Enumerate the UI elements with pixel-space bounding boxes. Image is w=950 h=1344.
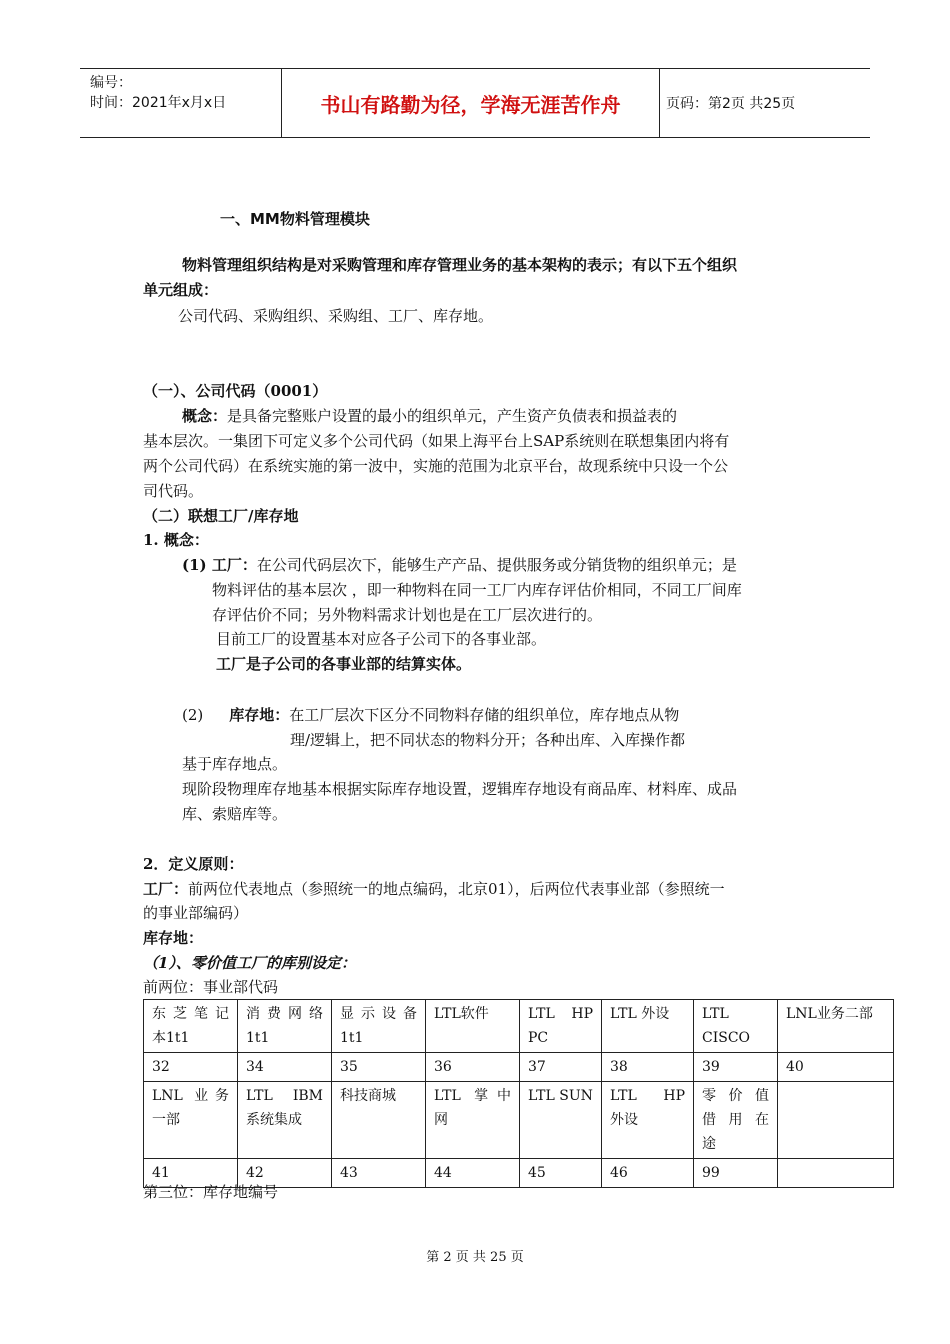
section1-line-3: 两个公司代码）在系统实施的第一波中，实施的范围为北京平台，故现系统中只设一个公 (143, 457, 729, 475)
factory-line-3: 存评估价不同；另外物料需求计划也是在工厂层次进行的。 (212, 606, 603, 624)
header-motto: 书山有路勤为径，学海无涯苦作舟 (281, 69, 660, 137)
intro-line-1: 物料管理组织结构是对采购管理和库存管理业务的基本架构的表示；有以下五个组织 (182, 256, 738, 274)
table-cell: LTL IBM 系统集成 (238, 1082, 332, 1159)
table-cell: LTL 外设 (602, 1000, 694, 1053)
time-label: 时间：2021年x月x日 (90, 95, 227, 111)
storage-number: (2) (182, 706, 204, 724)
table-cell: 37 (520, 1053, 602, 1082)
principle-factory-line-2: 的事业部编码） (143, 904, 249, 922)
table-cell: LTL 掌中 网 (426, 1082, 520, 1159)
section1-line-1: 概念：是具备完整账户设置的最小的组织单元，产生资产负债表和损益表的 (182, 407, 678, 425)
intro-line-2: 单元组成： (143, 281, 219, 299)
table-cell: 45 (520, 1159, 602, 1188)
factory-line-1: (1) 工厂：在公司代码层次下，能够生产产品、提供服务或分销货物的组织单元；是 (182, 556, 737, 574)
storage-label: 库存地： (229, 706, 290, 724)
table-cell (778, 1159, 894, 1188)
factory-line-5: 工厂是子公司的各事业部的结算实体。 (216, 655, 472, 673)
table-cell: 35 (332, 1053, 426, 1082)
storage-line-4: 现阶段物理库存地基本根据实际库存地设置，逻辑库存地设有商品库、材料库、成品 (182, 780, 738, 798)
page-header (80, 68, 870, 138)
table-cell: 40 (778, 1053, 894, 1082)
principle-factory-line-1: 工厂：前两位代表地点（参照统一的地点编码，北京01），后两位代表事业部（参照统一 (143, 880, 725, 898)
table-cell: 39 (694, 1053, 778, 1082)
table-cell: 46 (602, 1159, 694, 1188)
table-cell: 显示设备 1t1 (332, 1000, 426, 1053)
concept-label: 概念： (182, 407, 228, 425)
section1-line-4: 司代码。 (143, 482, 204, 500)
header-meta (90, 73, 280, 113)
table-row (144, 1000, 894, 1053)
section2-heading: （二）联想工厂/库存地 (143, 507, 299, 525)
principle-factory-label: 工厂： (143, 880, 189, 898)
table-cell: 消费网络 1t1 (238, 1000, 332, 1053)
table-cell: 零价值 借用在 途 (694, 1082, 778, 1159)
storage-line-1: (2) 库存地：在工厂层次下区分不同物料存储的组织单位，库存地点从物 (182, 706, 680, 724)
table-cell: 99 (694, 1159, 778, 1188)
table-cell: 34 (238, 1053, 332, 1082)
factory-label: (1) 工厂： (182, 556, 257, 574)
section-title: 一、MM物料管理模块 (220, 210, 370, 228)
table-cell (778, 1082, 894, 1159)
table-cell: 38 (602, 1053, 694, 1082)
table-cell: 32 (144, 1053, 238, 1082)
third-digit-note: 第三位：库存地编号 (143, 1183, 279, 1201)
page-footer: 第 2 页 共 25 页 (426, 1250, 524, 1265)
section1-heading: （一）、公司代码（0001） (143, 382, 328, 400)
table-row (144, 1053, 894, 1082)
concept-heading: 1. 概念： (143, 531, 209, 549)
table-row (144, 1082, 894, 1159)
table-cell: LTL HP 外设 (602, 1082, 694, 1159)
table-cell: LNL业务二部 (778, 1000, 894, 1053)
table-cell: 科技商城 (332, 1082, 426, 1159)
storage-line-3: 基于库存地点。 (182, 755, 288, 773)
table-cell: 41 (144, 1159, 238, 1188)
table-cell: LNL 业务 一部 (144, 1082, 238, 1159)
number-label: 编号： (90, 75, 132, 91)
factory-line-2: 物料评估的基本层次 ，即一种物料在同一工厂内库存评估价相同，不同工厂间库 (212, 581, 742, 599)
storage-line-5: 库、索赔库等。 (182, 805, 288, 823)
table-cell: 43 (332, 1159, 426, 1188)
principle-storage-label: 库存地： (143, 929, 204, 947)
table-cell: 44 (426, 1159, 520, 1188)
table-cell: LTL CISCO (694, 1000, 778, 1053)
storage-code-table (143, 999, 894, 1188)
section1-line-2: 基本层次。一集团下可定义多个公司代码（如果上海平台上SAP系统则在联想集团内将有 (143, 432, 730, 450)
zero-value-subheading: （1）、零价值工厂的库别设定： (143, 954, 356, 972)
table-cell: 36 (426, 1053, 520, 1082)
factory-line-4: 目前工厂的设置基本对应各子公司下的各事业部。 (216, 630, 547, 648)
prefix-note: 前两位：事业部代码 (143, 978, 279, 996)
storage-line-2: 理/逻辑上，把不同状态的物料分开；各种出库、入库操作都 (290, 731, 686, 749)
table-cell: 东芝笔记 本1t1 (144, 1000, 238, 1053)
header-page-info: 页码：第2页 共25页 (666, 96, 796, 112)
table-cell: LTL软件 (426, 1000, 520, 1053)
table-cell: 42 (238, 1159, 332, 1188)
intro-units: 公司代码、采购组织、采购组、工厂、库存地。 (178, 307, 494, 325)
section3-heading: 2．定义原则： (143, 855, 244, 873)
table-cell: LTL SUN (520, 1082, 602, 1159)
table-cell: LTL HP PC (520, 1000, 602, 1053)
